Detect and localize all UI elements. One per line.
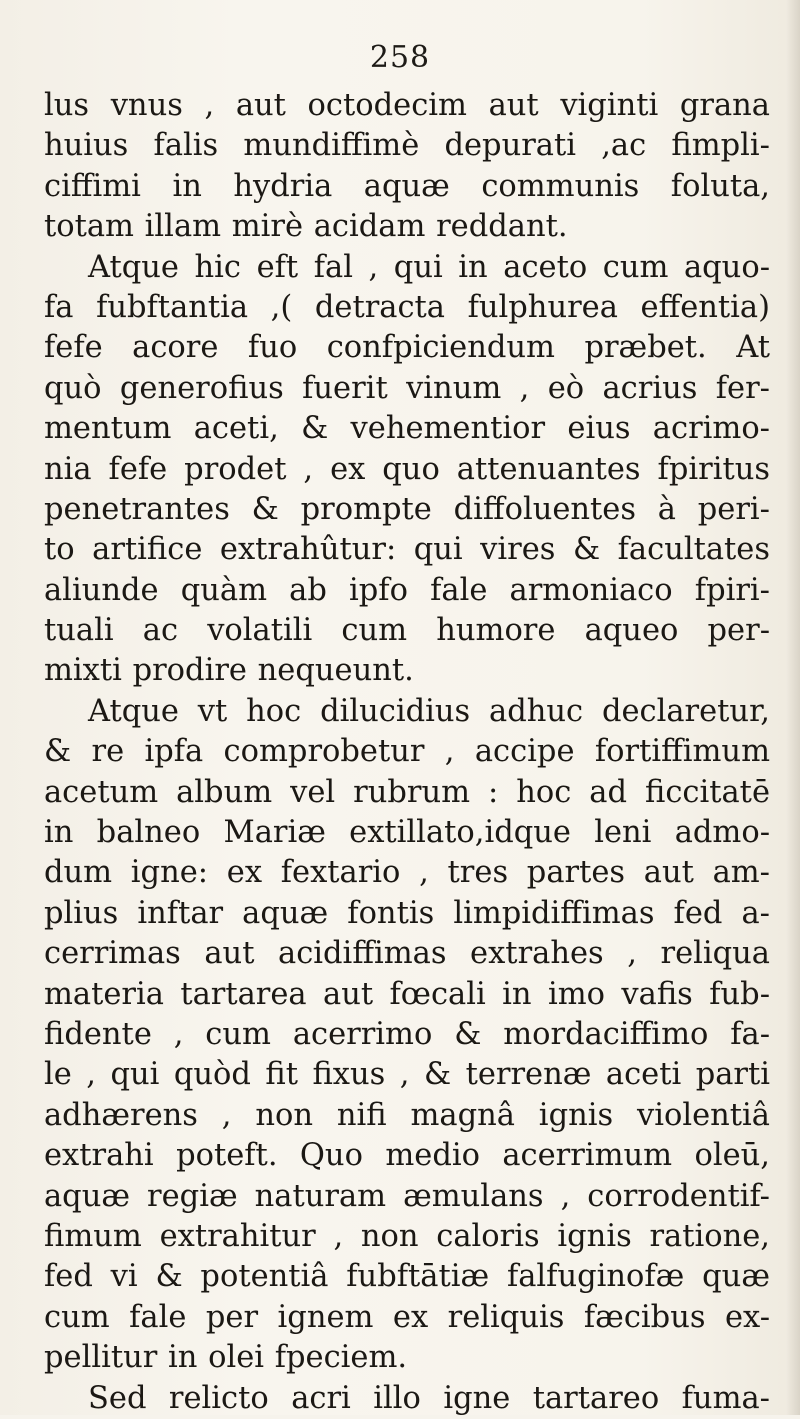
text-line: fimum extrahitur , non caloris ignis ratione, (44, 1218, 770, 1254)
text-line: cum fale per ignem ex reliquis fæcibus ex- (44, 1299, 770, 1335)
text-line: fefe acore fuo confpiciendum præbet. At (44, 330, 770, 366)
text-line: aliunde quàm ab ipfo fale armoniaco fpiri- (44, 572, 770, 608)
text-line: acetum album vel rubrum : hoc ad ficcitatē (44, 774, 770, 810)
text-line: adhærens , non nifi magnâ ignis violentiâ (44, 1097, 770, 1133)
text-line: extrahi poteft. Quo medio acerrimum oleū, (44, 1138, 770, 1174)
text-line: Atque vt hoc dilucidius adhuc declaretur, (88, 693, 770, 729)
text-line: to artifice extrahûtur: qui vires & facultates (44, 532, 770, 568)
text-line: fed vi & potentiâ fubftātiæ falfuginofæ quæ (44, 1259, 770, 1295)
text-line: Atque hic eft fal , qui in aceto cum aquo- (88, 249, 770, 285)
text-line: cerrimas aut acidiffimas extrahes , reliqua (44, 936, 770, 972)
body-text (44, 86, 770, 1419)
text-line: fidente , cum acerrimo & mordaciffimo fa- (44, 1016, 770, 1052)
text-line: le , qui quòd fit fixus , & terrenæ aceti parti (44, 1057, 770, 1093)
text-line: aquæ regiæ naturam æmulans , corrodentif- (44, 1178, 770, 1214)
text-line: mixti prodire nequeunt. (44, 653, 414, 689)
text-line: quò generofius fuerit vinum , eò acrius fer- (44, 370, 770, 406)
text-line: mentum aceti, & vehementior eius acrimo- (44, 411, 770, 447)
text-line: materia tartarea aut fœcali in imo vafis fub- (44, 976, 770, 1012)
text-line: dum igne: ex fextario , tres partes aut am- (44, 855, 770, 891)
page-edge-shadow (786, 0, 800, 1415)
text-line: nia fefe prodet , ex quo attenuantes fpiritus (44, 451, 770, 487)
text-line: totam illam mirè acidam reddant. (44, 209, 568, 245)
text-line: Sed relicto acri illo igne tartareo fuma- (88, 1380, 770, 1416)
text-line: in balneo Mariæ extillato,idque leni admo- (44, 815, 770, 851)
text-line: huius falis mundiffimè depurati ,ac fimpli- (44, 128, 770, 164)
text-line: plius inftar aquæ fontis limpidiffimas fed a- (44, 895, 770, 931)
text-line: ciffimi in hydria aquæ communis foluta, (44, 168, 770, 204)
page-number: 258 (369, 40, 431, 75)
text-line: fa fubftantia ,( detracta fulphurea effentia) (44, 289, 770, 325)
text-line: pellitur in olei fpeciem. (44, 1340, 408, 1376)
text-line: tuali ac volatili cum humore aqueo per- (44, 613, 770, 649)
text-line: & re ipfa comprobetur , accipe fortiffimum (44, 734, 770, 770)
text-line: lus vnus , aut octodecim aut viginti grana (44, 88, 770, 123)
text-line: penetrantes & prompte diffoluentes à peri- (44, 491, 770, 527)
